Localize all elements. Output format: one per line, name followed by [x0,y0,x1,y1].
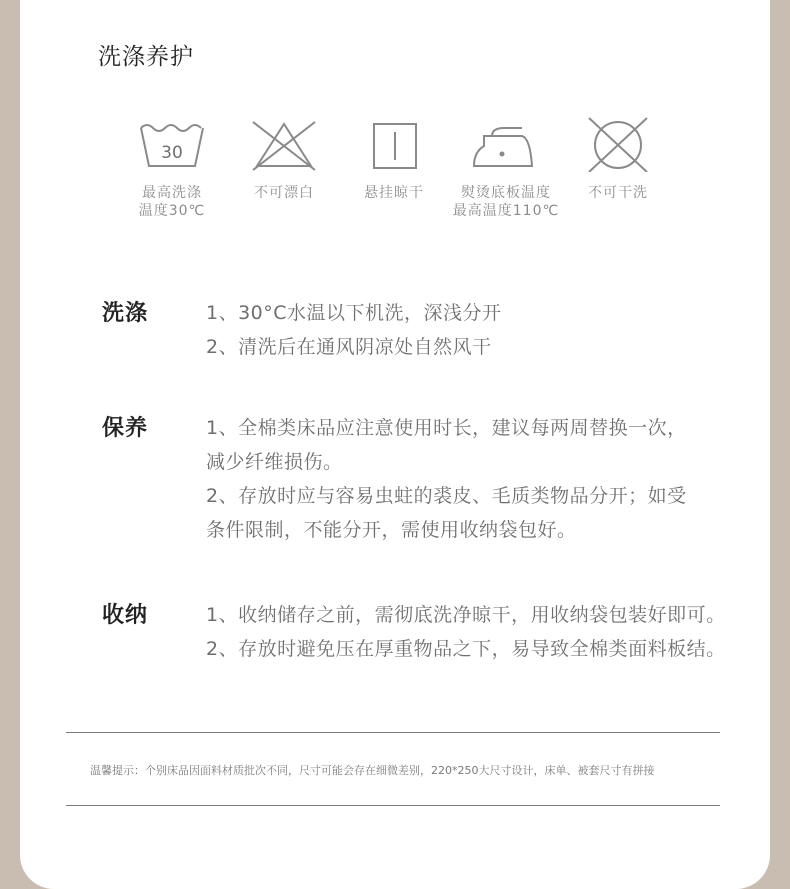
maintain-line: 1、全棉类床品应注意使用时长，建议每两周替换一次， [206,417,687,439]
care-item-no-dry-clean [558,116,678,202]
section-heading-maintain: 保养 [102,416,149,441]
care-label-no-bleach: 不可漂白 [254,185,314,201]
care-label-hang-dry: 悬挂晾干 [364,185,424,201]
tip-note: 温馨提示：个别床品因面料材质批次不同，尺寸可能会存在细微差别，220*250大尺寸设计，床单、被套尺寸有拼接 [90,764,655,777]
care-icon-row [20,116,770,236]
page-title: 洗涤养护 [98,44,194,70]
wash-temp-number: 30 [161,143,183,163]
maintain-line: 减少纤维损伤。 [206,451,343,473]
divider-top [66,732,720,733]
care-item-iron [446,116,566,220]
wash-line: 1、30°C水温以下机洗，深浅分开 [206,302,502,324]
no-dry-clean-icon [583,116,653,172]
section-heading-storage: 收纳 [102,603,149,628]
section-heading-wash: 洗涤 [102,301,149,326]
wash-line: 2、清洗后在通风阴凉处自然风干 [206,336,492,358]
care-item-wash-30 [112,116,232,220]
care-card [20,0,770,889]
section-body-maintain [206,411,756,547]
storage-line: 2、存放时避免压在厚重物品之下，易导致全棉类面料板结。 [206,638,726,660]
care-label-wash: 最高洗涤 温度30℃ [138,185,206,219]
section-body-storage [206,598,756,666]
maintain-line: 条件限制，不能分开，需使用收纳袋包好。 [206,519,577,541]
storage-line: 1、收纳储存之前，需彻底洗净晾干，用收纳袋包装好即可。 [206,604,726,626]
section-body-wash [206,296,756,364]
care-item-hang-dry [334,116,454,202]
care-item-no-bleach [224,116,344,202]
no-bleach-icon [249,116,319,172]
care-label-no-dry-clean: 不可干洗 [588,185,648,201]
maintain-line: 2、存放时应与容易虫蛀的裘皮、毛质类物品分开；如受 [206,485,687,507]
iron-low-icon [466,116,546,172]
care-label-iron: 熨烫底板温度 最高温度110℃ [452,185,560,219]
divider-bottom [66,805,720,806]
hang-dry-icon [359,116,429,172]
wash-30-icon [137,116,207,172]
